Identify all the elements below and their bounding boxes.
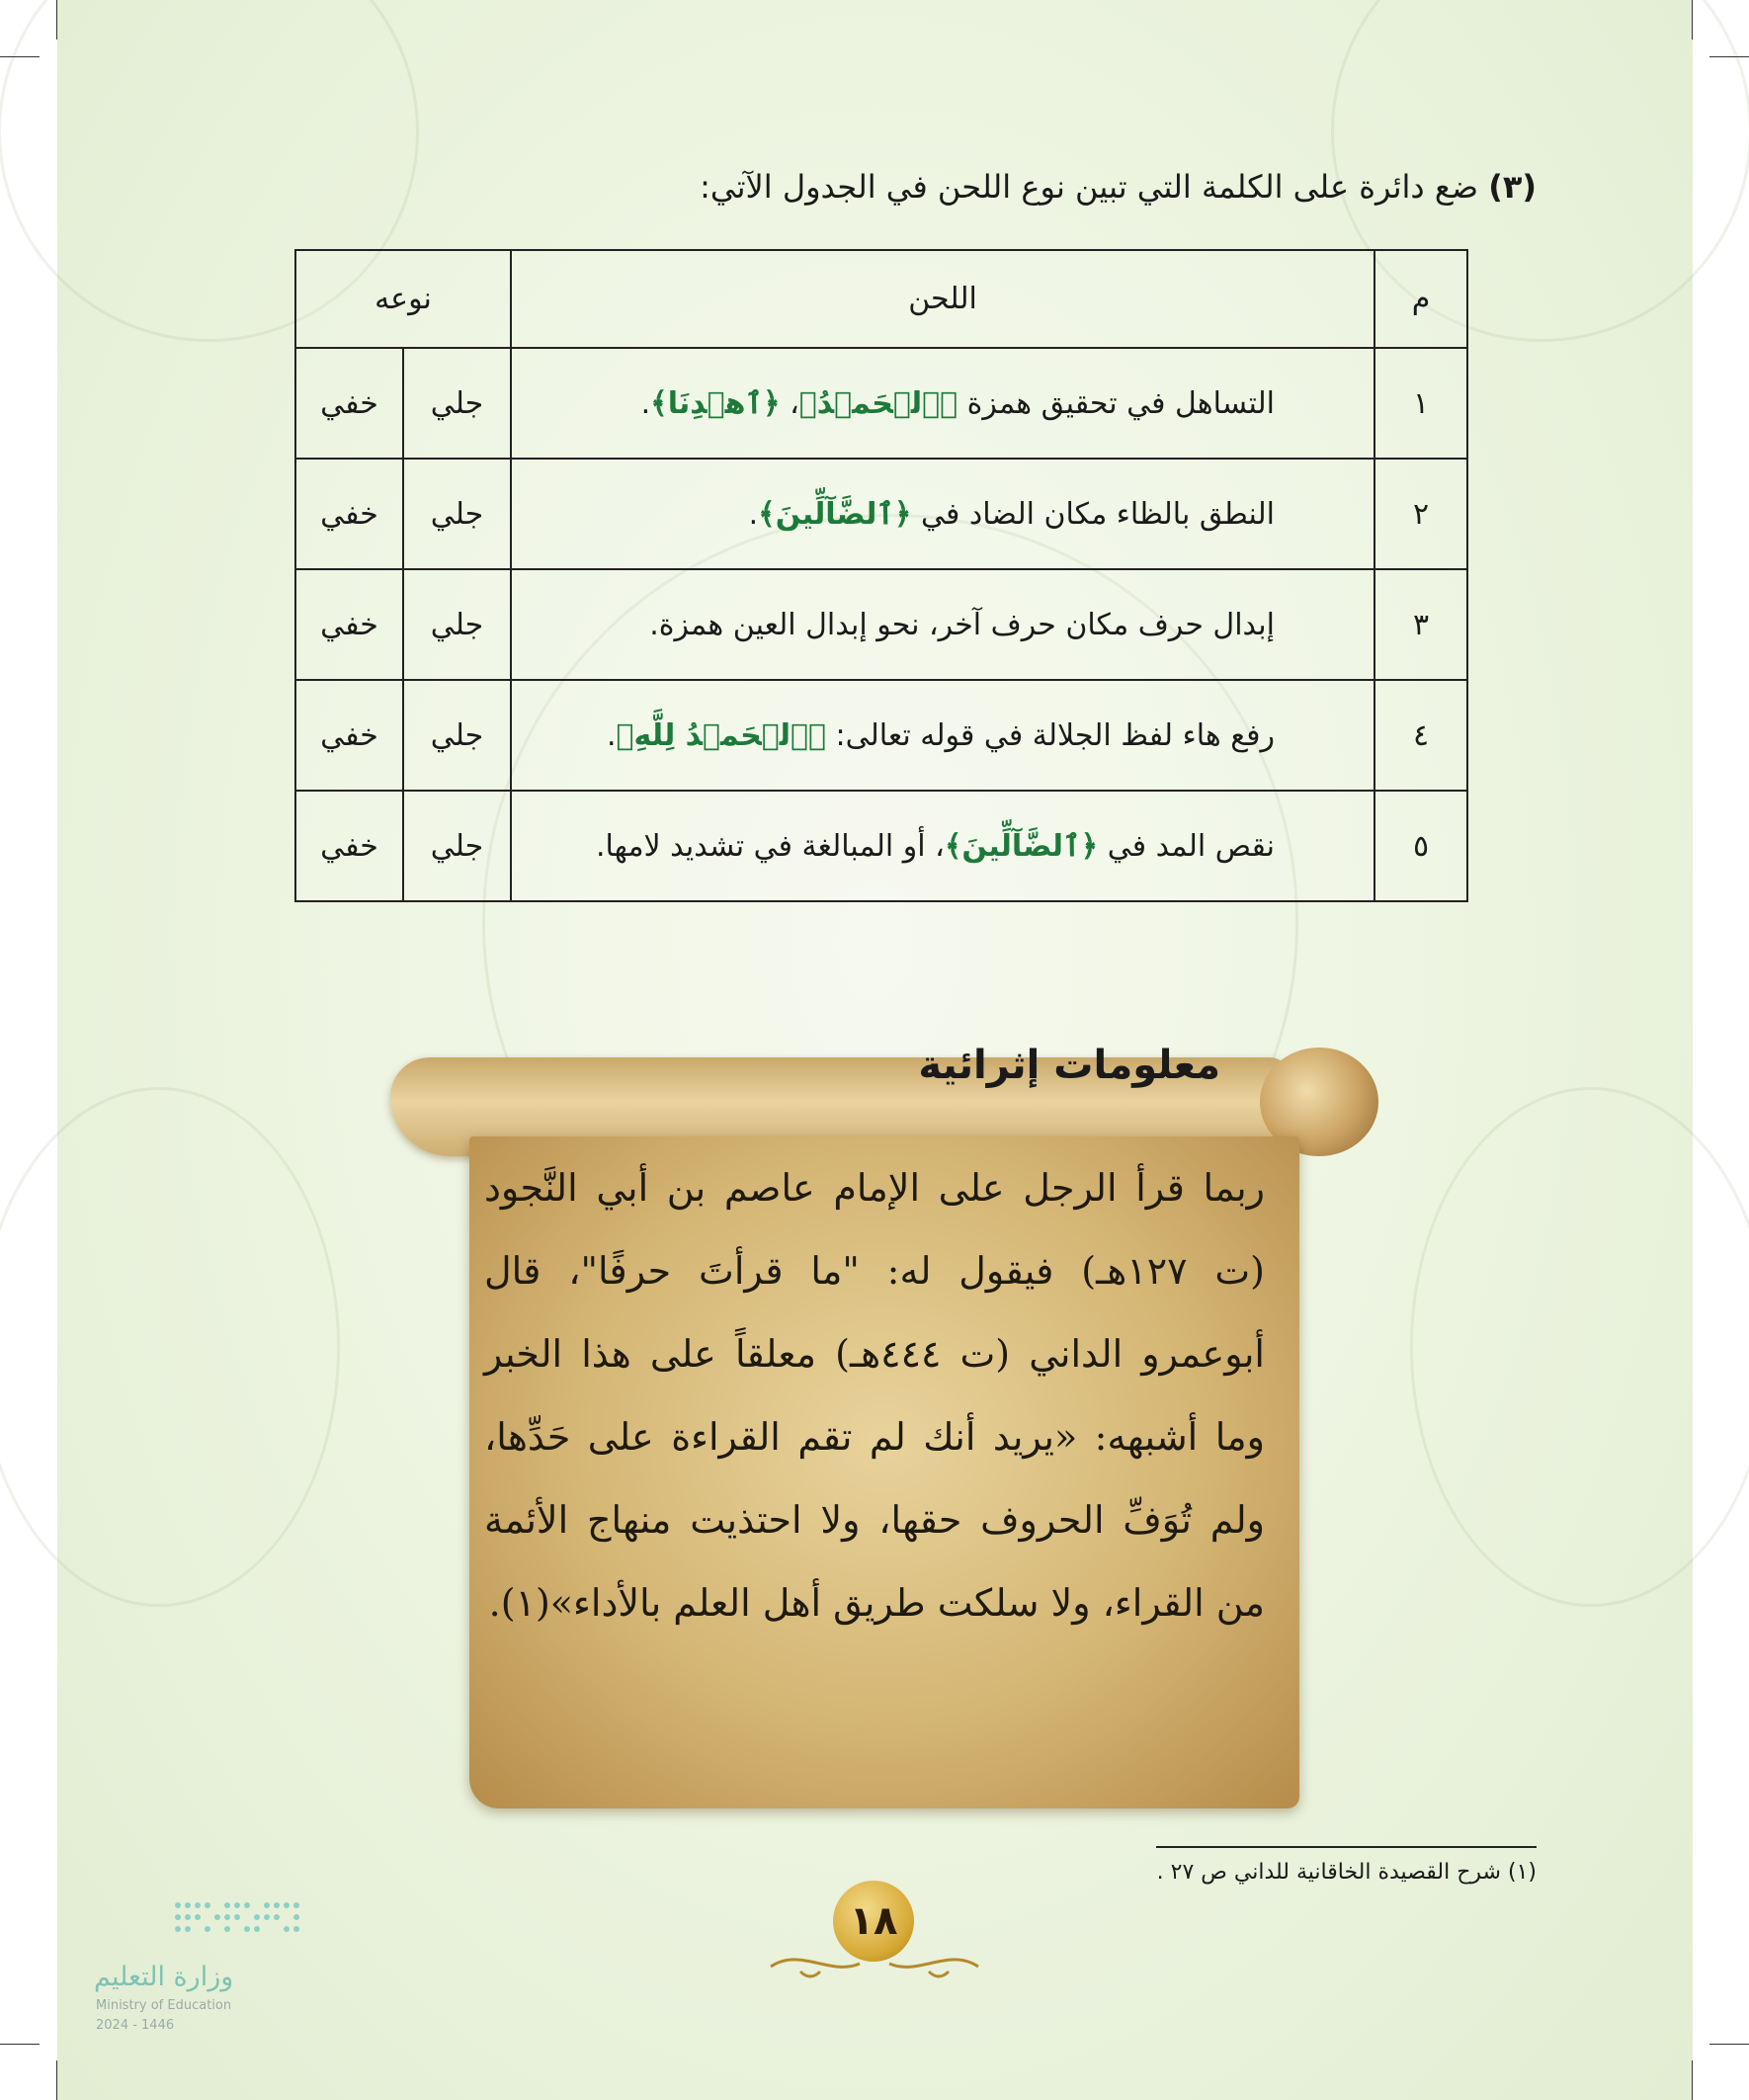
option-jali[interactable]: جلي [403,348,511,459]
option-khafi[interactable]: خفي [295,348,403,459]
enrichment-text: ربما قرأ الرجل على الإمام عاصم بن أبي النَّجود (ت ١٢٧هـ) فيقول له: "ما قرأتَ حرفًا"، قال أبوعمرو الداني (ت ٤٤٤هـ) معلقاً على هذا الخبر وما أشبهه: «يريد أنك لم تقم القراءة على حَدِّها، ولم تُوَفِّ الحروف حقها، ولا احتذيت منهاج الأئمة من القراء، ولا سلكت طريق أهل العلم بالأداء»(١). [484,1166,1265,1625]
option-jali[interactable]: جلي [403,459,511,569]
crop-mark [1692,0,1693,40]
option-jali[interactable]: جلي [403,680,511,791]
ministry-name-english: Ministry of Education [96,1998,232,2013]
table-row [295,680,1467,791]
option-khafi[interactable]: خفي [295,459,403,569]
lahn-table [294,249,1468,902]
description-text: ، [780,385,799,421]
row-number: ٣ [1374,569,1467,680]
row-number: ١ [1374,348,1467,459]
description-text: إبدال حرف مكان حرف آخر، نحو إبدال العين همزة. [649,607,1275,642]
background-ornament [1410,1087,1749,1607]
crop-mark [0,2044,40,2045]
footnote-divider [1156,1846,1537,1848]
question-number: (٣) [1488,168,1537,206]
option-khafi[interactable]: خفي [295,791,403,901]
ministry-year: 2024 - 1446 [96,2018,175,2033]
question-text: ضع دائرة على الكلمة التي تبين نوع اللحن في الجدول الآتي: [700,168,1479,206]
description-text: النطق بالظاء مكان الضاد في [911,496,1275,532]
description-text: نقص المد في [1098,828,1275,864]
description-text: التساهل في تحقيق همزة [958,385,1275,421]
description-text: . [606,717,617,753]
quran-word: ﴿ٱلۡحَمۡدُ﴾ [798,385,958,421]
crop-mark [1709,56,1749,57]
lahn-description [511,791,1374,901]
background-ornament [0,1087,340,1607]
option-khafi[interactable]: خفي [295,680,403,791]
crop-mark [1709,2044,1749,2045]
enrichment-title: معلومات إثرائية [918,1043,1220,1088]
table-header-row [295,250,1467,348]
crop-mark [56,2060,57,2100]
lahn-description [511,680,1374,791]
header-type: نوعه [295,250,511,348]
quran-word: ﴿ٱلضَّآلِّينَ﴾ [944,828,1099,864]
row-number: ٢ [1374,459,1467,569]
row-number: ٥ [1374,791,1467,901]
table-row [295,569,1467,680]
header-lahn: اللحن [511,250,1374,348]
option-jali[interactable]: جلي [403,791,511,901]
table-row [295,348,1467,459]
quran-word: ﴿ٱلۡحَمۡدُ لِلَّهِ﴾ [616,717,826,753]
header-num: م [1374,250,1467,348]
option-khafi[interactable]: خفي [295,569,403,680]
option-jali[interactable]: جلي [403,569,511,680]
ministry-name-arabic: وزارة التعليم [94,1962,234,1992]
page-number: ١٨ [833,1881,914,1962]
quran-word: ﴿ٱهۡدِنَا﴾ [650,385,781,421]
description-text: رفع هاء لفظ الجلالة في قوله تعالى: [826,717,1275,753]
quran-word: ﴿ٱلضَّآلِّينَ﴾ [758,496,912,532]
question-title [700,168,1537,206]
description-text: . [748,496,759,532]
ministry-logo-icon [168,1895,316,1945]
description-text: . [640,385,651,421]
table-row [295,459,1467,569]
lahn-description [511,569,1374,680]
table-row [295,791,1467,901]
row-number: ٤ [1374,680,1467,791]
footnote: (١) شرح القصيدة الخاقانية للداني ص ٢٧ . [1156,1860,1537,1885]
lahn-description [511,459,1374,569]
crop-mark [1692,2060,1693,2100]
description-text: ، أو المبالغة في تشديد لامها. [595,828,945,864]
lahn-description [511,348,1374,459]
crop-mark [0,56,40,57]
crop-mark [56,0,57,40]
table-body [295,348,1467,901]
